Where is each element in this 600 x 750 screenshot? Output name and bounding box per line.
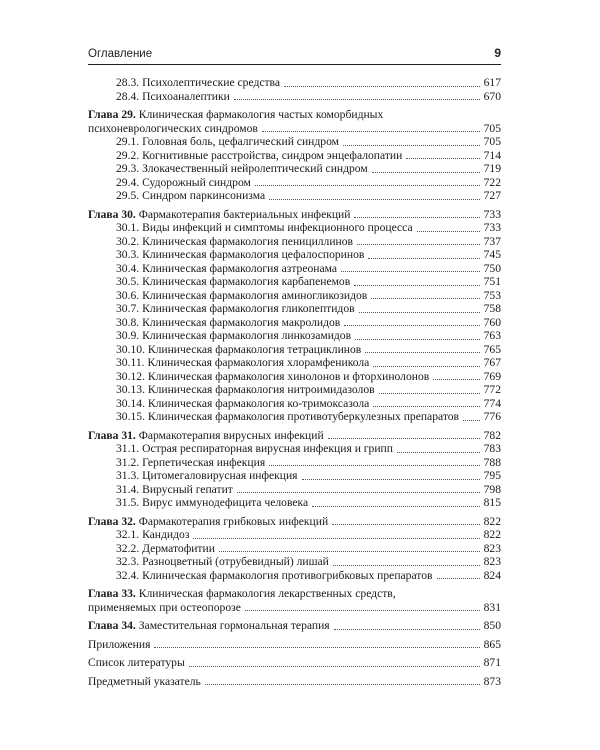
toc-entry-page: 733: [483, 207, 501, 221]
toc-entry-30-6[interactable]: [88, 289, 501, 303]
toc-entry-page: 850: [483, 619, 501, 632]
dot-leader: [312, 506, 479, 507]
dot-leader: [334, 629, 480, 630]
dot-leader: [355, 339, 480, 340]
toc-entry-title: Предметный указатель: [88, 674, 201, 688]
toc-entry-page: 758: [483, 302, 501, 315]
dot-leader: [354, 217, 479, 218]
toc-entry-page: 824: [483, 568, 501, 582]
toc-entry-title: 31.4. Вирусный гепатит: [116, 482, 233, 496]
dot-leader: [189, 666, 480, 667]
toc-entry-title: 30.9. Клиническая фармакология линкозамидов: [116, 329, 352, 342]
toc-entry-29-2[interactable]: [88, 149, 501, 163]
toc-entry-32-3[interactable]: [88, 555, 501, 569]
toc-entry-page: 733: [483, 221, 501, 234]
dot-leader: [437, 578, 480, 579]
toc-entry-appendices[interactable]: [88, 638, 501, 652]
chapter-title-cont: применяемых при остеопорозе: [88, 600, 241, 614]
dot-leader: [302, 479, 480, 480]
chapter-label: Глава 33.: [88, 587, 136, 600]
toc-chapter-line: [88, 122, 501, 136]
toc-entry-30-12[interactable]: [88, 370, 501, 384]
toc-entry-title: 30.11. Клиническая фармакология хлорамфеникола: [116, 356, 370, 369]
toc-entry-page: 617: [483, 76, 501, 89]
toc-entry-page: 705: [483, 135, 501, 148]
chapter-label: Глава 30.: [88, 207, 136, 221]
toc-entry-title: 30.14. Клиническая фармакология ко-тримоксазола: [116, 396, 370, 410]
running-head: [88, 46, 501, 60]
toc-entry-32-2[interactable]: [88, 542, 501, 556]
toc-entry-title: 30.15. Клиническая фармакология противотуберкулезных препаратов: [116, 410, 460, 423]
dot-leader: [372, 172, 480, 173]
toc-entry-page: 822: [483, 528, 501, 541]
running-head-title: Оглавление: [88, 48, 153, 60]
toc-entry-page: 765: [483, 342, 501, 356]
dot-leader: [332, 524, 479, 525]
toc-entry-page: 722: [483, 175, 501, 189]
toc-chapter-29[interactable]: [88, 108, 501, 135]
toc-entry-page: 750: [483, 261, 501, 275]
toc-entry-28-4[interactable]: [88, 90, 501, 104]
toc-entry-page: 753: [483, 288, 501, 302]
toc-entry-page: 788: [483, 455, 501, 469]
toc-entry-page: 719: [483, 162, 501, 175]
dot-leader: [284, 86, 480, 87]
toc-entry-30-13[interactable]: [88, 383, 501, 397]
toc-entry-31-5[interactable]: [88, 496, 501, 510]
toc-entry-title: 32.3. Разноцветный (отрубевидный) лишай: [116, 555, 329, 568]
dot-leader: [234, 99, 480, 100]
toc-entry-title: 30.6. Клиническая фармакология аминогликозидов: [116, 288, 368, 302]
toc-entry-32-1[interactable]: [88, 528, 501, 542]
toc-entry-30-14[interactable]: [88, 397, 501, 411]
toc-entry-30-4[interactable]: [88, 262, 501, 276]
toc-entry-title: 30.8. Клиническая фармакология макролидов: [116, 315, 341, 329]
toc-entry-30-2[interactable]: [88, 235, 501, 249]
toc-entry-title: 32.1. Кандидоз: [116, 528, 190, 541]
toc-entry-29-1[interactable]: [88, 135, 501, 149]
dot-leader: [354, 285, 479, 286]
toc-entry-title: 30.12. Клиническая фармакология хинолонов и фторхинолонов: [116, 369, 430, 383]
toc-entry-page: 705: [483, 121, 501, 135]
toc-chapter-line: [88, 587, 501, 601]
toc-entry-title: 31.2. Герпетическая инфекция: [116, 455, 266, 469]
toc-entry-page: 873: [483, 674, 501, 688]
chapter-label: Глава 29.: [88, 108, 136, 121]
toc-entry-31-1[interactable]: [88, 442, 501, 456]
chapter-title-cont: психоневрологических синдромов: [88, 121, 258, 135]
toc-entry-page: 769: [483, 369, 501, 383]
dot-leader: [373, 406, 479, 407]
toc-chapter-34[interactable]: [88, 619, 501, 633]
toc-entry-page: 745: [483, 248, 501, 261]
toc-entry-title: 28.3. Психолептические средства: [116, 76, 281, 89]
page-number: 9: [494, 46, 501, 60]
toc-entry-page: 727: [483, 189, 501, 202]
toc-entry-page: 763: [483, 329, 501, 342]
dot-leader: [344, 325, 479, 326]
toc-entry-page: 737: [483, 234, 501, 248]
chapter-title: Фармакотерапия грибковых инфекций: [138, 514, 329, 528]
dot-leader: [373, 366, 479, 367]
toc-entry-30-1[interactable]: [88, 221, 501, 235]
toc-entry-page: 815: [483, 496, 501, 509]
toc-entry-30-7[interactable]: [88, 302, 501, 316]
toc-entry-30-15[interactable]: [88, 410, 501, 424]
dot-leader: [328, 438, 480, 439]
toc-entry-page: 774: [483, 396, 501, 410]
toc-entry-title: 30.13. Клиническая фармакология нитроимидазолов: [116, 383, 375, 396]
toc-entry-31-4[interactable]: [88, 483, 501, 497]
toc-entry-30-3[interactable]: [88, 248, 501, 262]
toc-entry-page: 782: [483, 428, 501, 442]
header-rule: [88, 64, 501, 65]
toc-chapter-31[interactable]: [88, 429, 501, 443]
dot-leader: [262, 131, 480, 132]
toc-entry-30-5[interactable]: [88, 275, 501, 289]
toc-entry-page: 772: [483, 383, 501, 396]
toc-entry-page: 823: [483, 541, 501, 555]
dot-leader: [343, 145, 480, 146]
toc-entry-30-10[interactable]: [88, 343, 501, 357]
dot-leader: [368, 258, 479, 259]
dot-leader: [371, 298, 479, 299]
toc-chapter-30[interactable]: [88, 208, 501, 222]
toc-entry-page: 798: [483, 482, 501, 496]
dot-leader: [269, 199, 480, 200]
toc-entry-page: 865: [483, 637, 501, 651]
toc-entry-title: 30.2. Клиническая фармакология пенициллинов: [116, 234, 354, 248]
toc-entry-page: 795: [483, 469, 501, 482]
table-of-contents: [88, 76, 501, 688]
chapter-title: Клиническая фармакология лекарственных средств,: [138, 587, 396, 600]
dot-leader: [417, 231, 480, 232]
toc-entry-page: 871: [483, 656, 501, 669]
dot-leader: [406, 158, 479, 159]
toc-entry-subject-index[interactable]: [88, 675, 501, 689]
chapter-heading: [88, 429, 324, 443]
chapter-title: Фармакотерапия бактериальных инфекций: [138, 207, 351, 221]
dot-leader: [219, 551, 480, 552]
dot-leader: [245, 610, 480, 611]
toc-entry-31-3[interactable]: [88, 469, 501, 483]
toc-entry-title: 30.4. Клиническая фармакология азтреонама: [116, 261, 338, 275]
toc-chapter-line: [88, 601, 501, 615]
toc-chapter-32[interactable]: [88, 515, 501, 529]
chapter-label: Глава 32.: [88, 514, 136, 528]
toc-entry-30-8[interactable]: [88, 316, 501, 330]
toc-entry-title: 30.7. Клиническая фармакология гликопептидов: [116, 302, 355, 315]
toc-entry-title: 29.1. Головная боль, цефалгический синдром: [116, 135, 339, 148]
toc-entry-title: 29.2. Когнитивные расстройства, синдром энцефалопатии: [116, 148, 403, 162]
toc-entry-page: 670: [483, 89, 501, 103]
toc-entry-page: 783: [483, 442, 501, 455]
dot-leader: [255, 185, 480, 186]
toc-entry-page: 822: [483, 514, 501, 528]
toc-chapter-33[interactable]: [88, 587, 501, 614]
dot-leader: [365, 352, 479, 353]
toc-entry-page: 751: [483, 275, 501, 288]
toc-entry-title: 30.1. Виды инфекций и симптомы инфекционного процесса: [116, 221, 413, 234]
dot-leader: [341, 271, 480, 272]
toc-entry-references[interactable]: [88, 656, 501, 670]
toc-entry-title: 29.4. Судорожный синдром: [116, 175, 251, 189]
dot-leader: [397, 452, 480, 453]
toc-entry-title: 29.3. Злокачественный нейролептический синдром: [116, 162, 368, 175]
toc-entry-title: Приложения: [88, 637, 151, 651]
dot-leader: [205, 684, 480, 685]
toc-entry-28-3[interactable]: [88, 76, 501, 90]
toc-entry-page: 767: [483, 356, 501, 369]
chapter-title: Фармакотерапия вирусных инфекций: [138, 428, 324, 442]
toc-entry-title: 28.4. Психоаналептики: [116, 89, 230, 103]
toc-entry-title: Список литературы: [88, 656, 185, 669]
toc-entry-31-2[interactable]: [88, 456, 501, 470]
toc-entry-30-11[interactable]: [88, 356, 501, 370]
chapter-title: Заместительная гормональная терапия: [138, 619, 330, 632]
toc-entry-29-5[interactable]: [88, 189, 501, 203]
toc-entry-page: 776: [483, 410, 501, 423]
toc-entry-title: 31.3. Цитомегаловирусная инфекция: [116, 469, 298, 482]
toc-entry-29-4[interactable]: [88, 176, 501, 190]
dot-leader: [154, 647, 479, 648]
toc-entry-30-9[interactable]: [88, 329, 501, 343]
toc-entry-title: 30.5. Клиническая фармакология карбапенемов: [116, 275, 351, 288]
toc-entry-title: 32.4. Клиническая фармакология противогрибковых препаратов: [116, 568, 433, 582]
dot-leader: [463, 420, 480, 421]
chapter-heading: [88, 515, 328, 529]
chapter-label: Глава 34.: [88, 619, 136, 632]
toc-entry-page: 714: [483, 148, 501, 162]
chapter-heading: [88, 619, 330, 633]
dot-leader: [269, 465, 479, 466]
chapter-label: Глава 31.: [88, 428, 136, 442]
toc-entry-title: 32.2. Дерматофитии: [116, 541, 215, 555]
chapter-heading: [88, 208, 350, 222]
toc-entry-title: 30.10. Клиническая фармакология тетрациклинов: [116, 342, 362, 356]
dot-leader: [433, 379, 479, 380]
dot-leader: [357, 244, 480, 245]
toc-entry-29-3[interactable]: [88, 162, 501, 176]
toc-entry-title: 30.3. Клиническая фармакология цефалоспоринов: [116, 248, 365, 261]
toc-entry-page: 831: [483, 600, 501, 614]
toc-chapter-line: [88, 108, 501, 122]
dot-leader: [359, 312, 480, 313]
toc-entry-title: 31.5. Вирус иммунодефицита человека: [116, 496, 309, 509]
toc-entry-page: 823: [483, 555, 501, 568]
chapter-title: Клиническая фармакология частых коморбидных: [138, 108, 384, 121]
toc-entry-title: 29.5. Синдром паркинсонизма: [116, 189, 266, 202]
dot-leader: [333, 565, 480, 566]
toc-entry-title: 31.1. Острая респираторная вирусная инфекция и грипп: [116, 442, 393, 455]
dot-leader: [379, 393, 480, 394]
dot-leader: [237, 492, 480, 493]
dot-leader: [193, 538, 479, 539]
toc-entry-32-4[interactable]: [88, 569, 501, 583]
toc-entry-page: 760: [483, 315, 501, 329]
